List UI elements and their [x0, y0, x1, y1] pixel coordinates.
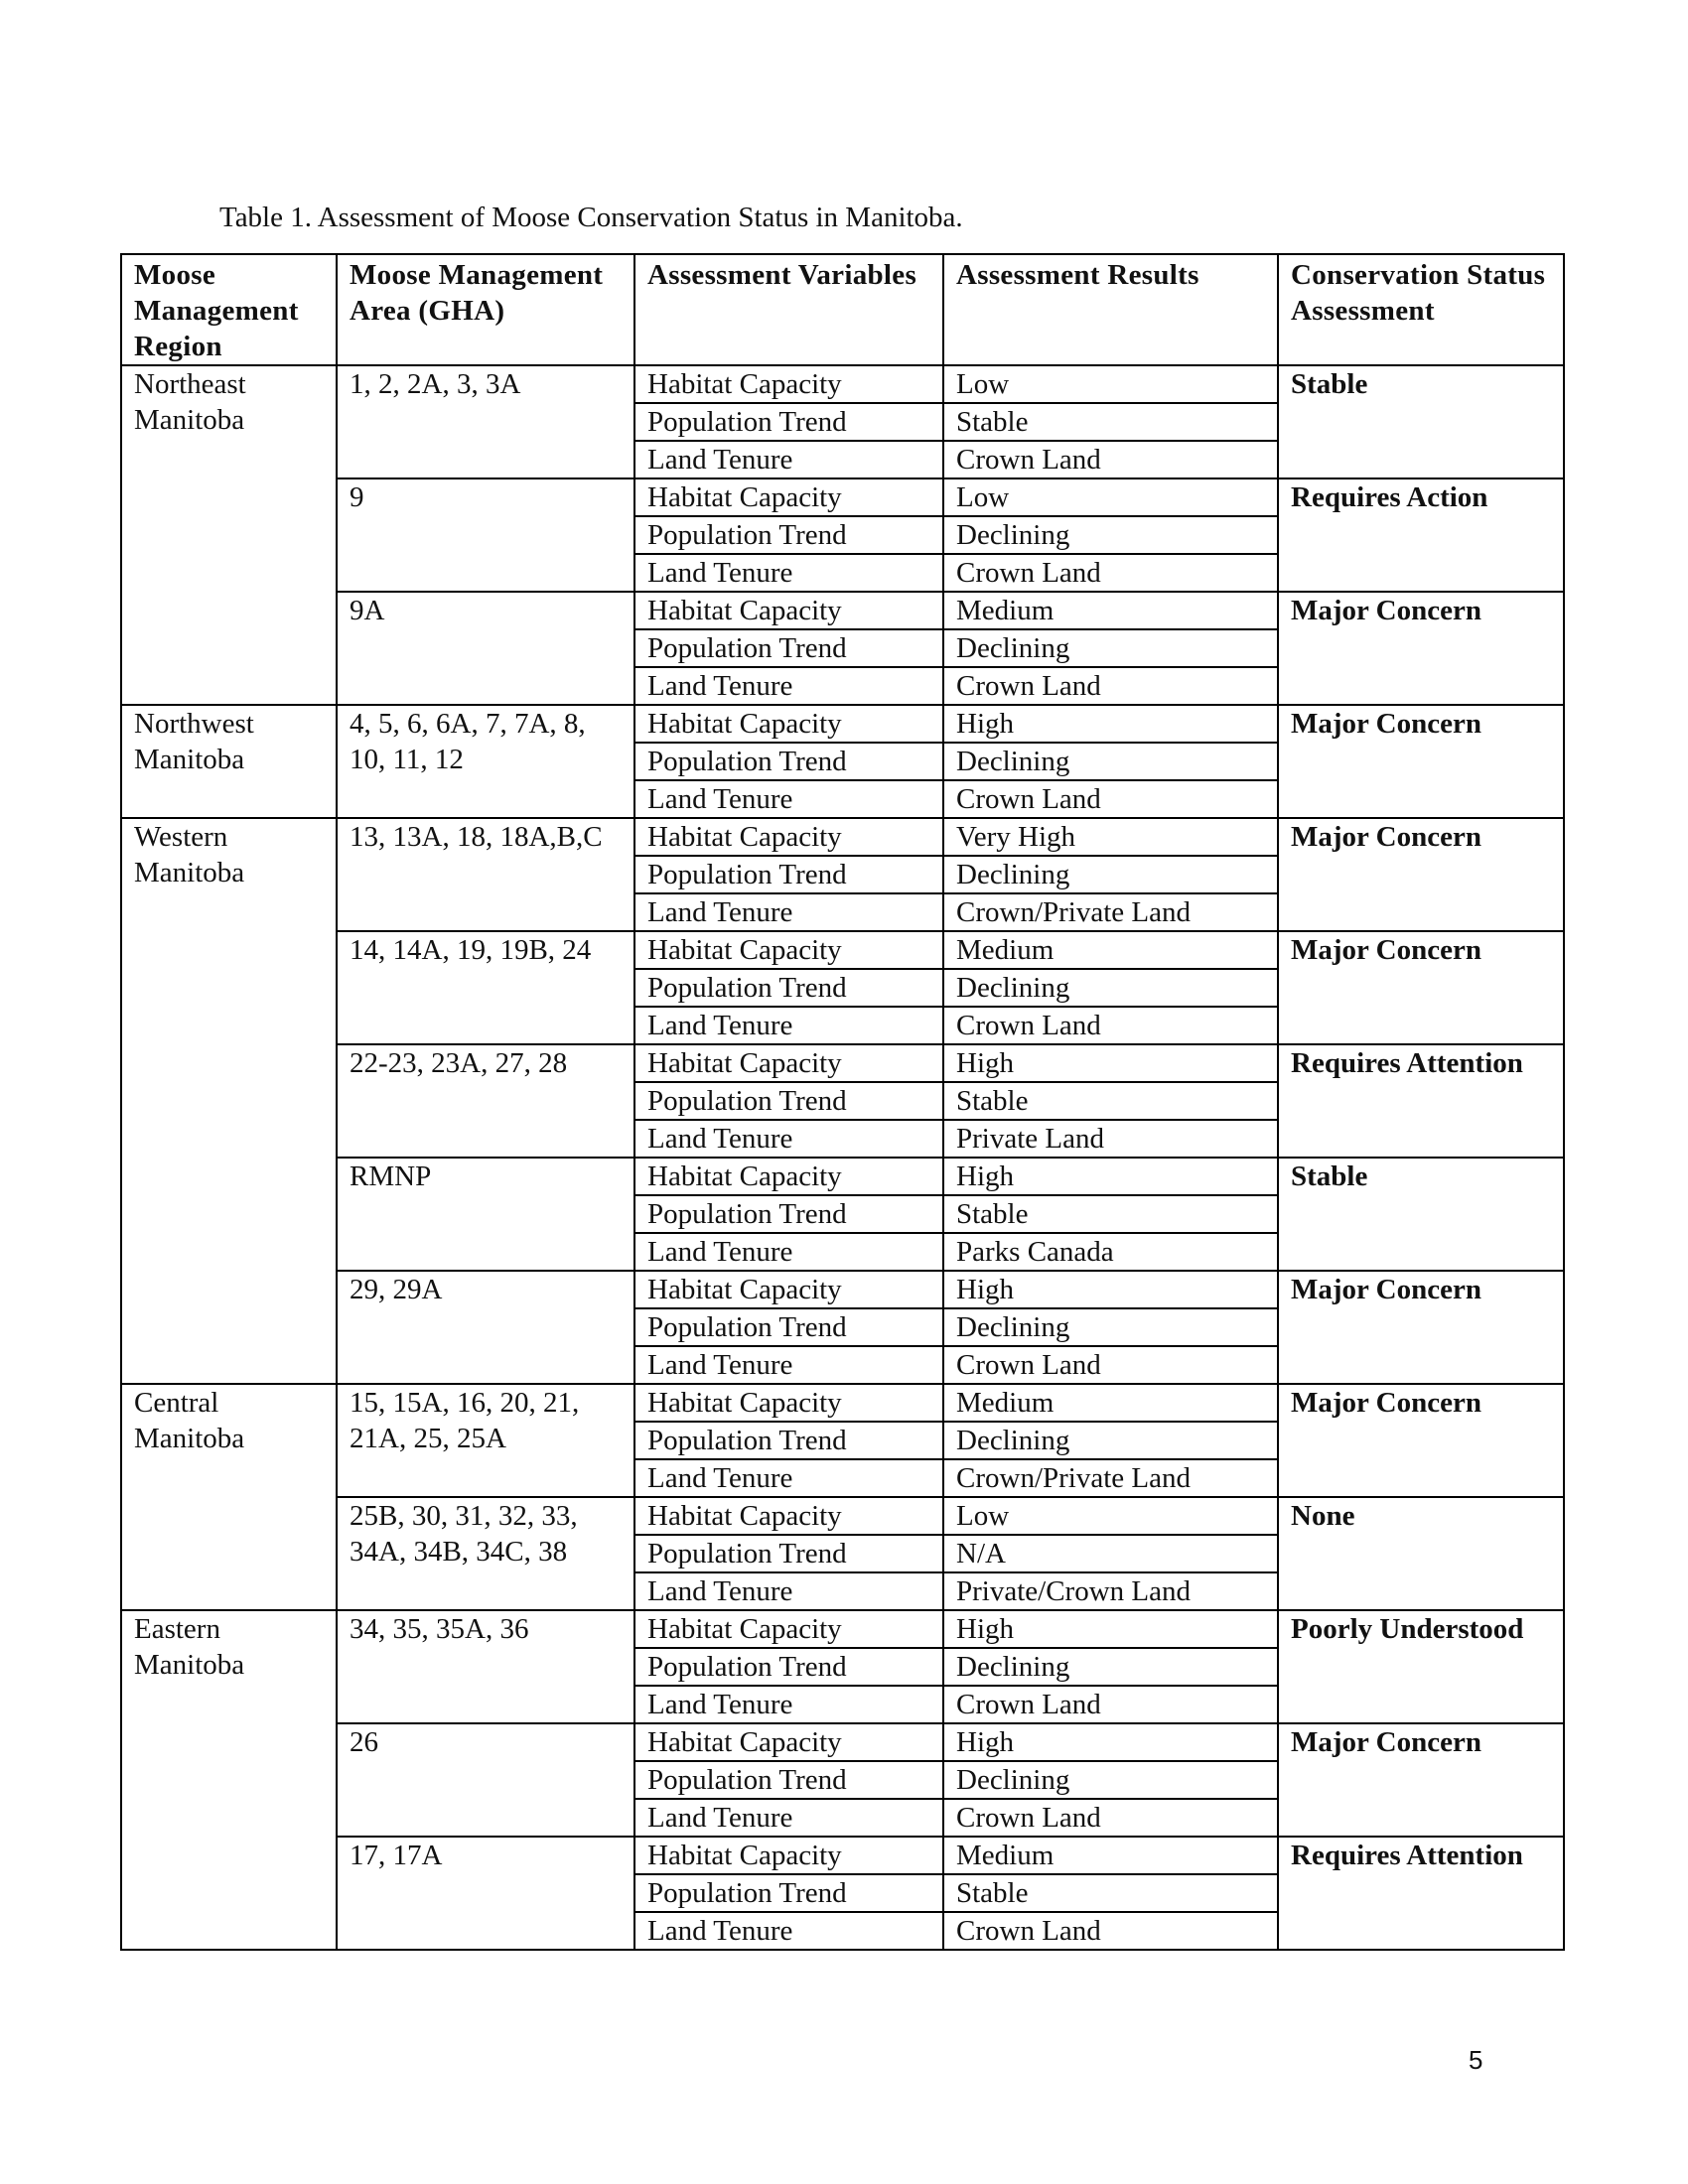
area-cell: 34, 35, 35A, 36 [337, 1610, 634, 1723]
area-cell: 26 [337, 1723, 634, 1837]
result-cell: Declining [943, 1761, 1278, 1799]
area-cell: 9A [337, 592, 634, 705]
table-caption: Table 1. Assessment of Moose Conservation Status in Manitoba. [219, 202, 963, 233]
status-cell: Major Concern [1278, 592, 1564, 705]
result-cell: Crown/Private Land [943, 1459, 1278, 1497]
table-row [121, 1497, 1564, 1535]
region-cell: Western Manitoba [121, 818, 337, 1384]
area-cell: RMNP [337, 1158, 634, 1271]
table-row [121, 1271, 1564, 1308]
variable-cell: Population Trend [634, 403, 943, 441]
status-cell: Requires Attention [1278, 1837, 1564, 1950]
result-cell: Low [943, 478, 1278, 516]
result-cell: Declining [943, 1308, 1278, 1346]
variable-cell: Land Tenure [634, 893, 943, 931]
status-cell: Stable [1278, 365, 1564, 478]
status-cell: Stable [1278, 1158, 1564, 1271]
status-cell: Major Concern [1278, 931, 1564, 1044]
variable-cell: Habitat Capacity [634, 365, 943, 403]
variable-cell: Land Tenure [634, 780, 943, 818]
result-cell: Medium [943, 1837, 1278, 1874]
result-cell: N/A [943, 1535, 1278, 1572]
variable-cell: Land Tenure [634, 1007, 943, 1044]
area-cell: 13, 13A, 18, 18A,B,C [337, 818, 634, 931]
result-cell: Declining [943, 743, 1278, 780]
variable-cell: Land Tenure [634, 1912, 943, 1950]
result-cell: Private Land [943, 1120, 1278, 1158]
status-cell: None [1278, 1497, 1564, 1610]
region-cell: Central Manitoba [121, 1384, 337, 1610]
header-region: Moose Management Region [121, 254, 337, 365]
result-cell: Crown Land [943, 441, 1278, 478]
result-cell: Low [943, 1497, 1278, 1535]
page-number: 5 [1469, 2045, 1483, 2075]
result-cell: Stable [943, 1195, 1278, 1233]
result-cell: Crown Land [943, 1686, 1278, 1723]
variable-cell: Habitat Capacity [634, 1837, 943, 1874]
result-cell: High [943, 1158, 1278, 1195]
variable-cell: Land Tenure [634, 1686, 943, 1723]
variable-cell: Land Tenure [634, 1799, 943, 1837]
variable-cell: Habitat Capacity [634, 1610, 943, 1648]
table-row [121, 818, 1564, 856]
result-cell: High [943, 1044, 1278, 1082]
result-cell: Declining [943, 1422, 1278, 1459]
result-cell: Stable [943, 1082, 1278, 1120]
result-cell: Low [943, 365, 1278, 403]
table-row [121, 1044, 1564, 1082]
status-cell: Poorly Understood [1278, 1610, 1564, 1723]
table-row [121, 931, 1564, 969]
variable-cell: Habitat Capacity [634, 1384, 943, 1422]
result-cell: Medium [943, 592, 1278, 629]
variable-cell: Habitat Capacity [634, 705, 943, 743]
variable-cell: Population Trend [634, 1195, 943, 1233]
variable-cell: Land Tenure [634, 1572, 943, 1610]
variable-cell: Habitat Capacity [634, 818, 943, 856]
result-cell: Declining [943, 516, 1278, 554]
variable-cell: Habitat Capacity [634, 1723, 943, 1761]
area-cell: 25B, 30, 31, 32, 33, 34A, 34B, 34C, 38 [337, 1497, 634, 1610]
result-cell: Crown Land [943, 1007, 1278, 1044]
header-area: Moose Management Area (GHA) [337, 254, 634, 365]
variable-cell: Population Trend [634, 1874, 943, 1912]
result-cell: Parks Canada [943, 1233, 1278, 1271]
result-cell: Crown Land [943, 780, 1278, 818]
status-cell: Major Concern [1278, 1723, 1564, 1837]
variable-cell: Population Trend [634, 1535, 943, 1572]
variable-cell: Habitat Capacity [634, 1158, 943, 1195]
table-row [121, 365, 1564, 403]
status-cell: Major Concern [1278, 818, 1564, 931]
region-cell: Northwest Manitoba [121, 705, 337, 818]
header-results: Assessment Results [943, 254, 1278, 365]
result-cell: Crown Land [943, 1912, 1278, 1950]
area-cell: 4, 5, 6, 6A, 7, 7A, 8, 10, 11, 12 [337, 705, 634, 818]
result-cell: Declining [943, 629, 1278, 667]
variable-cell: Population Trend [634, 969, 943, 1007]
status-cell: Requires Attention [1278, 1044, 1564, 1158]
variable-cell: Population Trend [634, 856, 943, 893]
table-row [121, 1610, 1564, 1648]
variable-cell: Population Trend [634, 1308, 943, 1346]
variable-cell: Population Trend [634, 1761, 943, 1799]
result-cell: Stable [943, 1874, 1278, 1912]
table-body [121, 365, 1564, 1950]
table-row [121, 1384, 1564, 1422]
result-cell: High [943, 1610, 1278, 1648]
result-cell: Declining [943, 856, 1278, 893]
area-cell: 29, 29A [337, 1271, 634, 1384]
status-cell: Major Concern [1278, 705, 1564, 818]
table-header-row [121, 254, 1564, 365]
variable-cell: Population Trend [634, 743, 943, 780]
variable-cell: Population Trend [634, 629, 943, 667]
variable-cell: Land Tenure [634, 554, 943, 592]
variable-cell: Habitat Capacity [634, 478, 943, 516]
area-cell: 1, 2, 2A, 3, 3A [337, 365, 634, 478]
variable-cell: Population Trend [634, 1648, 943, 1686]
area-cell: 9 [337, 478, 634, 592]
result-cell: Crown Land [943, 1799, 1278, 1837]
variable-cell: Population Trend [634, 1082, 943, 1120]
variable-cell: Population Trend [634, 1422, 943, 1459]
result-cell: High [943, 1723, 1278, 1761]
variable-cell: Habitat Capacity [634, 1497, 943, 1535]
variable-cell: Habitat Capacity [634, 592, 943, 629]
variable-cell: Habitat Capacity [634, 931, 943, 969]
header-variables: Assessment Variables [634, 254, 943, 365]
table-row [121, 705, 1564, 743]
variable-cell: Land Tenure [634, 1459, 943, 1497]
result-cell: Medium [943, 931, 1278, 969]
variable-cell: Population Trend [634, 516, 943, 554]
header-status: Conservation Status Assessment [1278, 254, 1564, 365]
region-cell: Northeast Manitoba [121, 365, 337, 705]
moose-status-table [120, 253, 1565, 1951]
variable-cell: Land Tenure [634, 1346, 943, 1384]
result-cell: Very High [943, 818, 1278, 856]
status-cell: Major Concern [1278, 1384, 1564, 1497]
result-cell: Declining [943, 969, 1278, 1007]
result-cell: Stable [943, 403, 1278, 441]
result-cell: Medium [943, 1384, 1278, 1422]
table-row [121, 1837, 1564, 1874]
area-cell: 14, 14A, 19, 19B, 24 [337, 931, 634, 1044]
table-row [121, 592, 1564, 629]
variable-cell: Land Tenure [634, 1120, 943, 1158]
area-cell: 15, 15A, 16, 20, 21, 21A, 25, 25A [337, 1384, 634, 1497]
variable-cell: Land Tenure [634, 441, 943, 478]
area-cell: 22-23, 23A, 27, 28 [337, 1044, 634, 1158]
table-row [121, 1723, 1564, 1761]
status-cell: Requires Action [1278, 478, 1564, 592]
result-cell: Crown Land [943, 667, 1278, 705]
result-cell: Declining [943, 1648, 1278, 1686]
table-row [121, 1158, 1564, 1195]
result-cell: Crown/Private Land [943, 893, 1278, 931]
result-cell: High [943, 1271, 1278, 1308]
area-cell: 17, 17A [337, 1837, 634, 1950]
variable-cell: Habitat Capacity [634, 1044, 943, 1082]
result-cell: Crown Land [943, 554, 1278, 592]
result-cell: Crown Land [943, 1346, 1278, 1384]
status-cell: Major Concern [1278, 1271, 1564, 1384]
variable-cell: Land Tenure [634, 667, 943, 705]
result-cell: Private/Crown Land [943, 1572, 1278, 1610]
result-cell: High [943, 705, 1278, 743]
variable-cell: Habitat Capacity [634, 1271, 943, 1308]
variable-cell: Land Tenure [634, 1233, 943, 1271]
region-cell: Eastern Manitoba [121, 1610, 337, 1950]
table-row [121, 478, 1564, 516]
